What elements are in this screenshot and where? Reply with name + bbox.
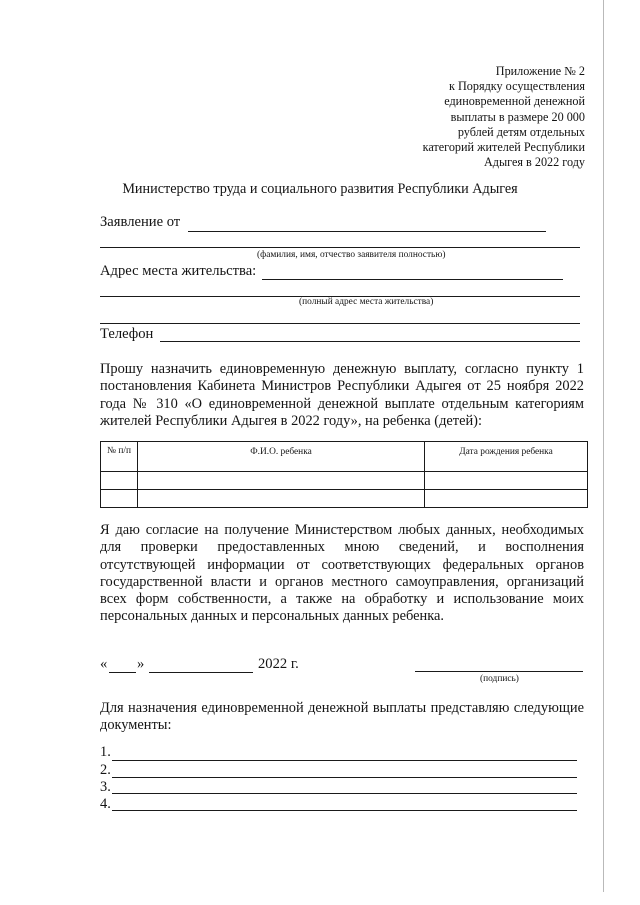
consent-paragraph: Я даю согласие на получение Министерством любых данных, необходимых для проверки предоставленных мною сведений, и восполнения отсутствующей информации от соответствующих федеральных органов государственной власти и органов местного самоуправления, организаций всех форм собственности, а также на обработку и использование моих персональных данных и персональных данных ребенка. [100, 522, 584, 625]
table-cell[interactable] [425, 490, 588, 508]
document-item-number: 4. [100, 796, 111, 812]
address-caption: (полный адрес места жительства) [299, 297, 434, 307]
document-item-number: 1. [100, 744, 111, 760]
table-cell[interactable] [101, 490, 138, 508]
name-field-line-2[interactable] [100, 247, 580, 248]
header-child-name: Ф.И.О. ребенка [138, 442, 425, 472]
document-item-number: 2. [100, 762, 111, 778]
appendix-line: категорий жителей Республики [422, 140, 585, 155]
table-row [101, 490, 588, 508]
table-header-row [101, 442, 588, 472]
document-item-line[interactable] [112, 810, 577, 811]
document-item-line[interactable] [112, 793, 577, 794]
address-label: Адрес места жительства: [100, 263, 257, 279]
documents-paragraph: Для назначения единовременной денежной выплаты представляю следующие документы: [100, 700, 584, 734]
signature-line[interactable] [415, 671, 583, 672]
document-item-line[interactable] [112, 777, 577, 778]
table-cell[interactable] [138, 490, 425, 508]
table-cell[interactable] [101, 472, 138, 490]
document-item-number: 3. [100, 779, 111, 795]
document-item-line[interactable] [112, 760, 577, 761]
appendix-line: рублей детям отдельных [457, 124, 585, 139]
children-table [100, 441, 588, 508]
date-day-line[interactable] [109, 672, 136, 673]
header-birth-date: Дата рождения ребенка [425, 442, 588, 472]
address-field-line-1[interactable] [262, 279, 563, 280]
appendix-line: выплаты в размере 20 000 [450, 109, 585, 124]
date-open-quote: « [100, 656, 108, 672]
ministry-title: Министерство труда и социального развития Республики Адыгея [122, 181, 518, 197]
date-month-line[interactable] [149, 672, 253, 673]
request-paragraph: Прошу назначить единовременную денежную выплату, согласно пункту 1 постановления Кабинета Министров Республики Адыгея от 25 ноября 2022 года № 310 «О единовременной денежной выплате отдельным категориям жителей Республики Адыгея в 2022 году», на ребенка (детей): [100, 361, 584, 429]
table-cell[interactable] [425, 472, 588, 490]
header-number: № п/п [101, 442, 138, 472]
page-edge [603, 0, 604, 892]
signature-caption: (подпись) [480, 674, 519, 684]
address-field-line-3[interactable] [100, 323, 580, 324]
statement-label: Заявление от [100, 214, 181, 230]
appendix-line: к Порядку осуществления [449, 79, 585, 94]
phone-label: Телефон [100, 326, 154, 342]
date-close-quote: » [137, 656, 145, 672]
name-caption: (фамилия, имя, отчество заявителя полностью) [257, 250, 446, 260]
table-cell[interactable] [138, 472, 425, 490]
phone-field-line[interactable] [160, 341, 580, 342]
appendix-header [423, 64, 585, 170]
date-year: 2022 г. [258, 656, 299, 672]
table-row [101, 472, 588, 490]
appendix-line: Адыгея в 2022 году [483, 155, 585, 170]
appendix-line: Приложение № 2 [495, 64, 585, 78]
name-field-line-1[interactable] [188, 231, 546, 232]
appendix-line: единовременной денежной [444, 94, 585, 109]
